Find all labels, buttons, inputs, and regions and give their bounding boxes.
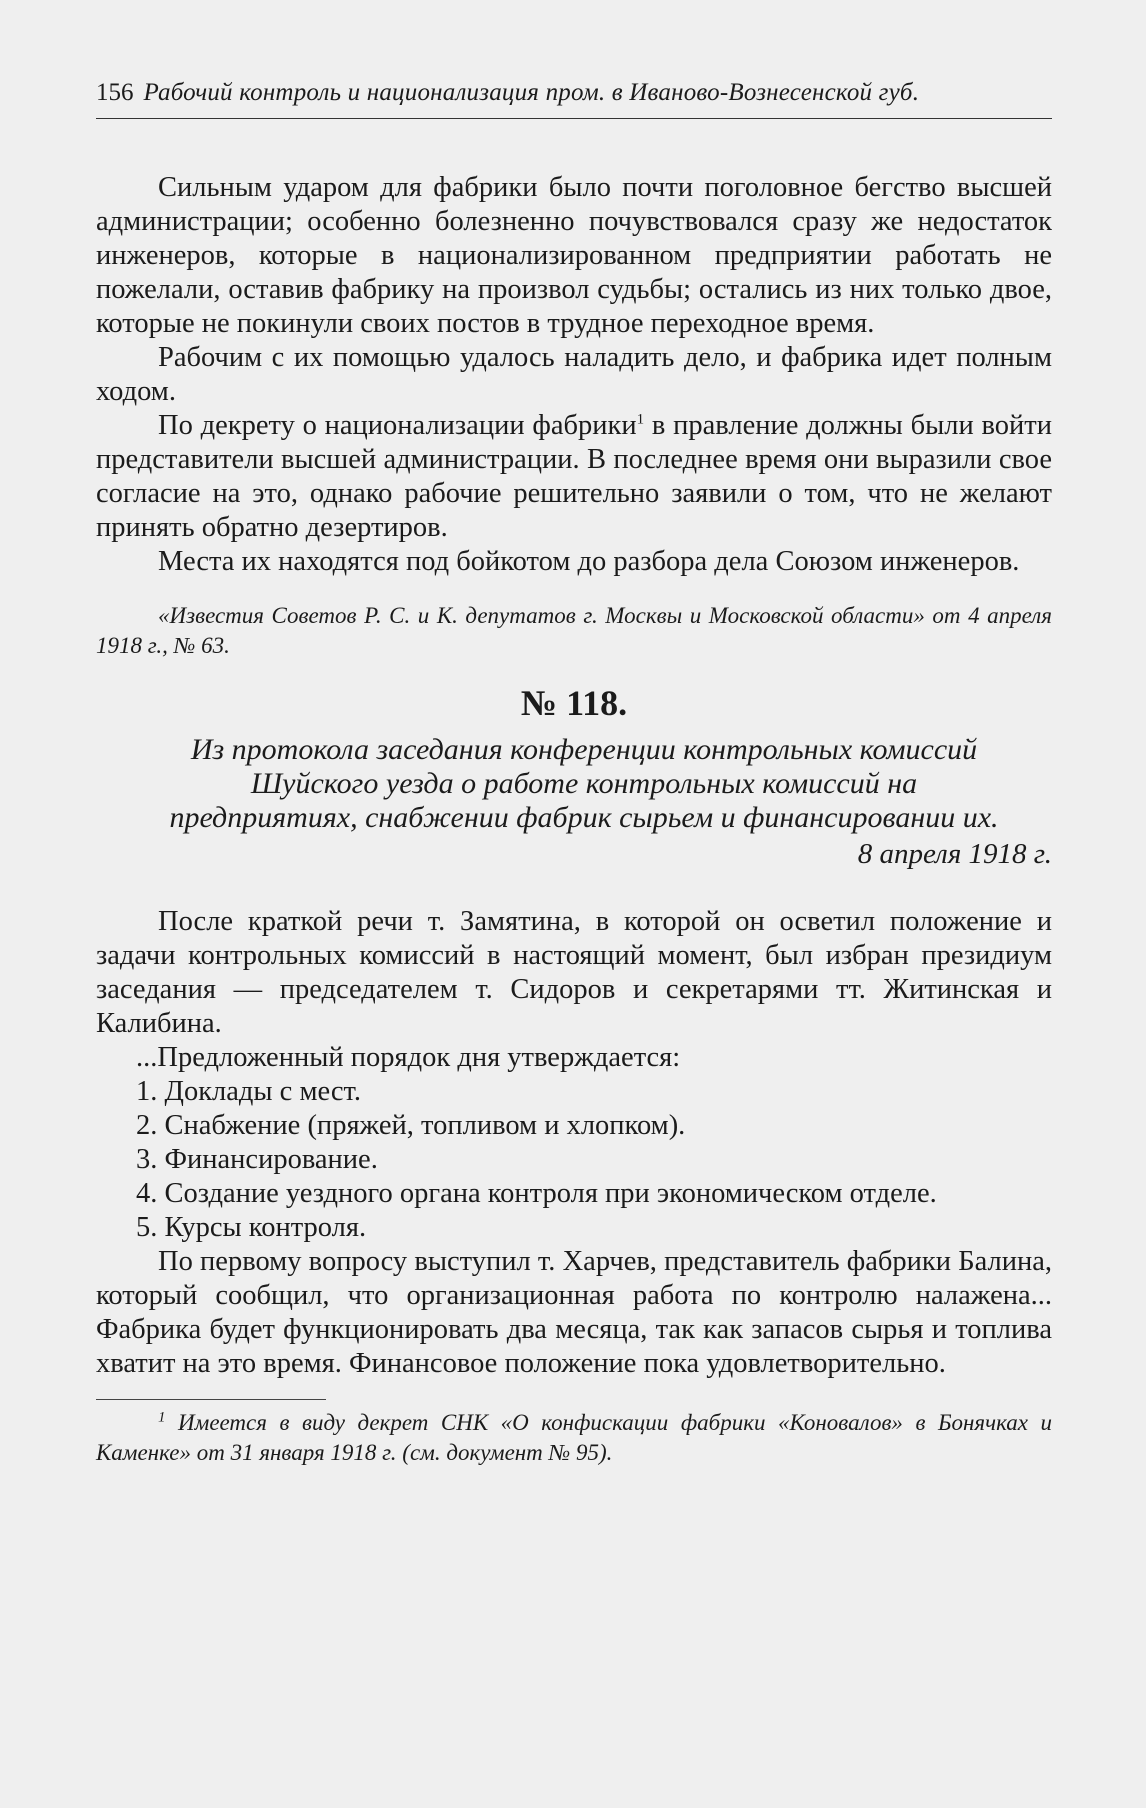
footnote-text: Имеется в виду декрет СНК «О конфискации фабрики «Коновалов» в Бонячках и Каменке» от 31 января 1918 г. (см. документ № 95). (96, 1410, 1053, 1465)
body-text (96, 171, 1052, 579)
footnote-divider (96, 1399, 326, 1400)
paragraph: Сильным ударом для фабрики было почти поголовное бегство высшей администрации; особенно болезненно почувствовался сразу же недостаток инженеров, которые в национализированном предприятии работать не пожелали, оставив фабрику на произвол судьбы; остались из них только двое, которые не покинули своих постов в трудное переходное время. (96, 172, 1052, 339)
paragraph (96, 409, 1052, 545)
agenda-list (96, 1075, 1052, 1245)
agenda-item: 1. Доклады с мест. (136, 1076, 361, 1107)
paragraph: Места их находятся под бойкотом до разбора дела Союзом инженеров. (158, 546, 1020, 577)
document-number: № 118. (520, 683, 628, 723)
footnote-marker: 1 (158, 1409, 166, 1426)
paragraph: По первому вопросу выступил т. Харчев, представитель фабрики Балина, который сообщил, что организационная работа по контролю налажена... Фабрика будет функционировать два месяца, так как запасов сырья и топлива хватит на это время. Финансовое положение пока удовлетворительно. (96, 1246, 1052, 1379)
page-number: 156 (96, 79, 134, 106)
protocol-text (96, 905, 1052, 1381)
agenda-item: 3. Финансирование. (136, 1144, 378, 1175)
agenda-intro: ...Предложенный порядок дня утверждается: (136, 1042, 681, 1073)
paragraph: Рабочим с их помощью удалось наладить дело, и фабрика идет полным ходом. (96, 342, 1052, 407)
footnote-reference: 1 (636, 411, 645, 428)
document-title: Из протокола заседания конференции контрольных комиссий Шуйского уезда о работе контрольных комиссий на предприятиях, снабжении фабрик сырьем и финансировании их. (169, 733, 999, 834)
agenda-item: 2. Снабжение (пряжей, топливом и хлопком). (136, 1110, 686, 1141)
footnote (96, 1408, 1052, 1468)
running-title: Рабочий контроль и национализация пром. в Иваново-Вознесенской губ. (143, 79, 920, 106)
paragraph-text: По декрету о национализации фабрики (158, 410, 637, 441)
document-date: 8 апреля 1918 г. (857, 838, 1052, 870)
source-citation: «Известия Советов Р. С. и К. депутатов г. Москвы и Московской области» от 4 апреля 1918 г., № 63. (96, 603, 1052, 658)
paragraph: После краткой речи т. Замятина, в которой он осветил положение и задачи контрольных комиссий в настоящий момент, был избран президиум заседания — председателем т. Сидоров и секретарями тт. Житинская и Калибина. (96, 906, 1052, 1039)
agenda-item: 5. Курсы контроля. (136, 1212, 367, 1243)
running-header (96, 78, 1052, 119)
agenda (96, 1041, 1052, 1245)
paragraph-text: в правление должны были войти представители высшей администрации. В последнее время они выразили свое согласие на это, однако рабочие решительно заявили о том, что не желают принять обратно дезертиров. (96, 410, 1052, 543)
agenda-item: 4. Создание уездного органа контроля при экономическом отделе. (136, 1178, 937, 1209)
